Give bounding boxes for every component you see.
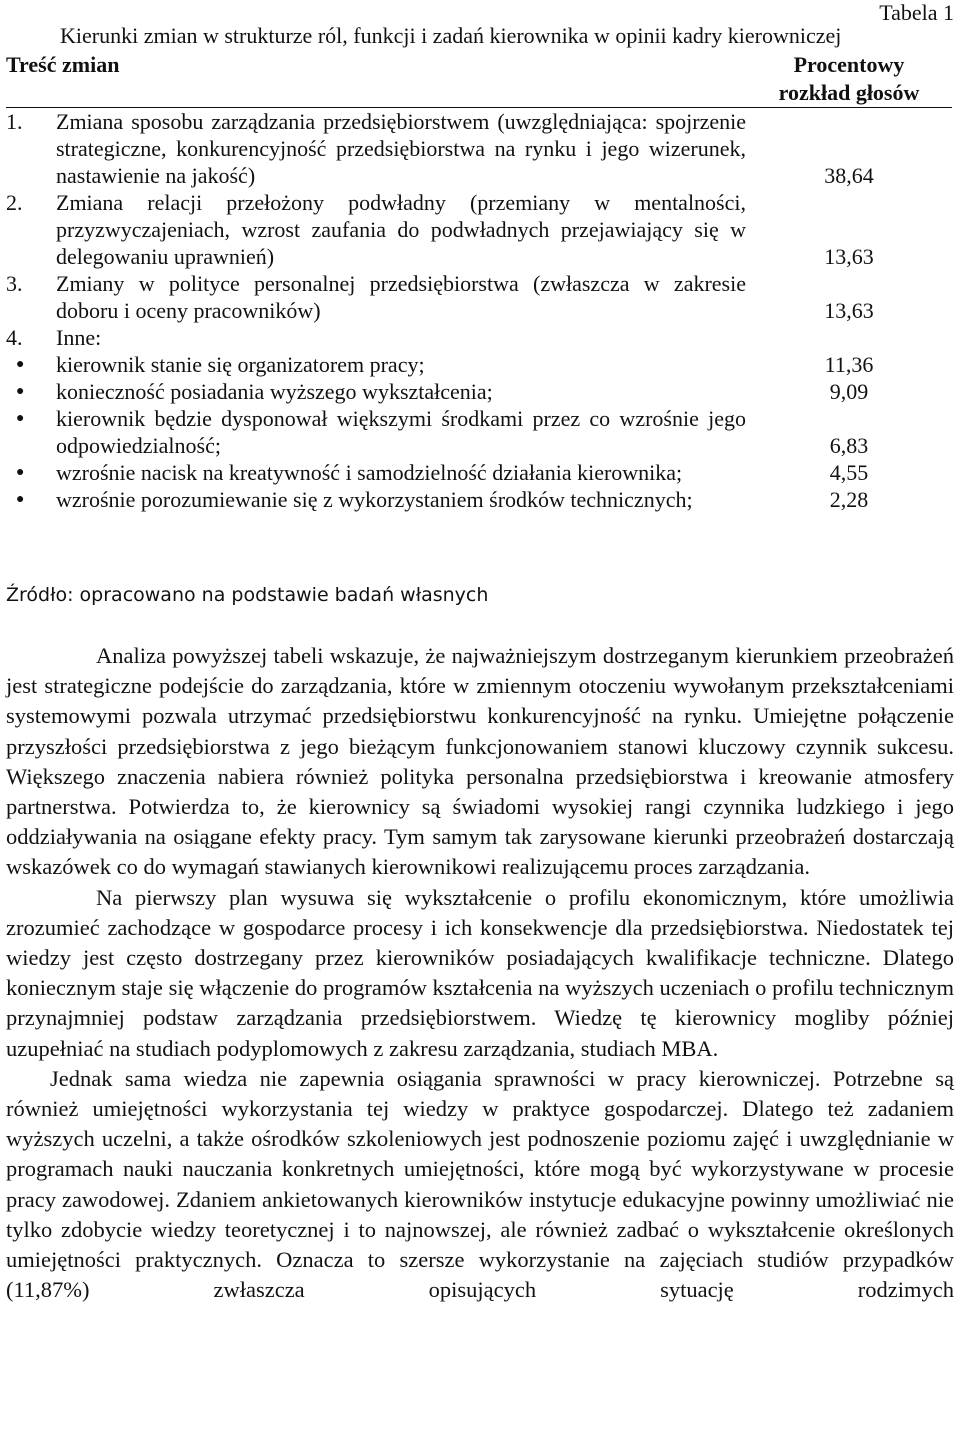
table-caption: Kierunki zmian w strukturze ról, funkcji i zadań kierownika w opinii kadry kierowniczej bbox=[60, 23, 842, 48]
list-item: ● wzrośnie porozumiewanie się z wykorzystaniem środków technicznych; bbox=[6, 486, 746, 513]
paragraph: Analiza powyższej tabeli wskazuje, że najważniejszym dostrzeganym kierunkiem przeobrażeń jest strategiczne podejście do zarządzania, które w zmiennym otoczeniu wywołanym przekształceniami systemowymi pozwala utrzymać przedsiębiorstwu konkurencyjność na rynku. Umiejętne połączenie przyszłości przedsiębiorstwa z jego bieżącym funkcjonowaniem stanowi kluczowy czynnik sukcesu. Większego znaczenia nabiera również polityka personalna przedsiębiorstwa i kreowanie atmosfery partnerstwa. Potwierdza to, że kierownicy są świadomi wysokiej rangi czynnika ludzkiego i jego oddziaływania na osiągane efekty pracy. Tym samym tak zarysowane kierunki przeobrażeń dostarczają wskazówek co do wymagań stawianych kierownikowi realizującemu proces zarządzania. bbox=[6, 643, 954, 880]
list-item: ● konieczność posiadania wyższego wykształcenia; bbox=[6, 378, 746, 405]
changes-table bbox=[6, 51, 952, 513]
bullet-value: 6,83 bbox=[829, 433, 869, 458]
bullet-value: 4,55 bbox=[829, 460, 869, 485]
header-distribution-line1: Procentowy bbox=[793, 52, 905, 77]
row-number: 2. bbox=[6, 190, 23, 215]
row-value: 13,63 bbox=[824, 298, 874, 323]
table-row bbox=[6, 108, 952, 190]
bullet-value: 2,28 bbox=[829, 487, 869, 512]
header-distribution bbox=[746, 51, 952, 108]
bullet-icon: ● bbox=[16, 492, 25, 507]
row-number: 4. bbox=[6, 325, 23, 350]
bullet-icon: ● bbox=[16, 384, 25, 399]
row-number: 1. bbox=[6, 109, 23, 134]
table-row bbox=[6, 189, 952, 270]
row-value: 13,63 bbox=[824, 244, 874, 269]
bullet-icon: ● bbox=[16, 411, 25, 426]
row-text: Zmiana sposobu zarządzania przedsiębiorstwem (uwzględniająca: spojrzenie strategiczne, konkurencyjność przedsiębiorstwa na rynku i jego wizerunek, nastawienie na jakość) bbox=[56, 109, 746, 188]
table-source-note: Źródło: opracowano na podstawie badań własnych bbox=[6, 584, 489, 606]
other-changes-list bbox=[6, 351, 746, 513]
list-item: ● kierownik stanie się organizatorem pracy; bbox=[6, 351, 746, 378]
other-changes-values bbox=[746, 351, 952, 513]
row-number: 3. bbox=[6, 271, 23, 296]
header-distribution-line2: rozkład głosów bbox=[778, 80, 920, 105]
row-text: Zmiana relacji przełożony podwładny (przemiany w mentalności, przyzwyczajeniach, wzrost zaufania do podwładnych przejawiający się w delegowaniu uprawnień) bbox=[56, 190, 746, 269]
bullet-icon: ● bbox=[16, 465, 25, 480]
row-text: Inne: bbox=[56, 325, 102, 350]
bullet-value: 9,09 bbox=[829, 379, 869, 404]
bullet-icon: ● bbox=[16, 357, 25, 372]
table-row bbox=[6, 270, 952, 324]
table-row bbox=[6, 324, 952, 351]
row-value: 38,64 bbox=[824, 163, 874, 188]
list-item: ● kierownik będzie dysponował większymi środkami przez co wzrośnie jego odpowiedzialność; bbox=[6, 405, 746, 459]
table-row-bullets bbox=[6, 351, 952, 513]
body-text bbox=[6, 641, 954, 1305]
header-content: Treść zmian bbox=[6, 51, 746, 108]
paragraph: Na pierwszy plan wysuwa się wykształcenie o profilu ekonomicznym, które umożliwia zrozumieć zachodzące w gospodarce procesy i ich konsekwencje dla przedsiębiorstwa. Niedostatek tej wiedzy jest często dostrzegany przez kierowników posiadających kwalifikacje techniczne. Dlatego koniecznym staje się włączenie do programów kształcenia na wyższych uczeniach o profilu technicznym przynajmniej podstaw zarządzania przedsiębiorstwem. Wiedzę tę kierownicy mogliby później uzupełniać na studiach podyplomowych z zakresu zarządzania, studiach MBA. bbox=[6, 884, 954, 1061]
paragraph: Jednak sama wiedza nie zapewnia osiągania sprawności w pracy kierowniczej. Potrzebne są również umiejętności wykorzystania tej wiedzy w praktyce gospodarczej. Dlatego też zadaniem wyższych uczelni, a także ośrodków szkoleniowych jest podnoszenie poziomu zajęć i uwzględnianie w programach nauki nauczania konkretnych umiejętności, które mogą być wykorzystywane w procesie pracy zawodowej. Zdaniem ankietowanych kierowników instytucje edukacyjne powinny umożliwiać nie tylko zdobycie wiedzy teoretycznej i to najnowszej, ale również zadbać o wykształcenie określonych umiejętności praktycznych. Oznacza to szersze wykorzystanie na zajęciach studiów przypadków (11,87%) zwłaszcza opisujących sytuację rodzimych bbox=[6, 1065, 954, 1303]
row-text: Zmiany w polityce personalnej przedsiębiorstwa (zwłaszcza w zakresie doboru i oceny pracowników) bbox=[56, 271, 746, 323]
table-label: Tabela 1 bbox=[879, 0, 954, 25]
list-item: ● wzrośnie nacisk na kreatywność i samodzielność działania kierownika; bbox=[6, 459, 746, 486]
table-header-row bbox=[6, 51, 952, 108]
bullet-value: 11,36 bbox=[824, 352, 874, 377]
